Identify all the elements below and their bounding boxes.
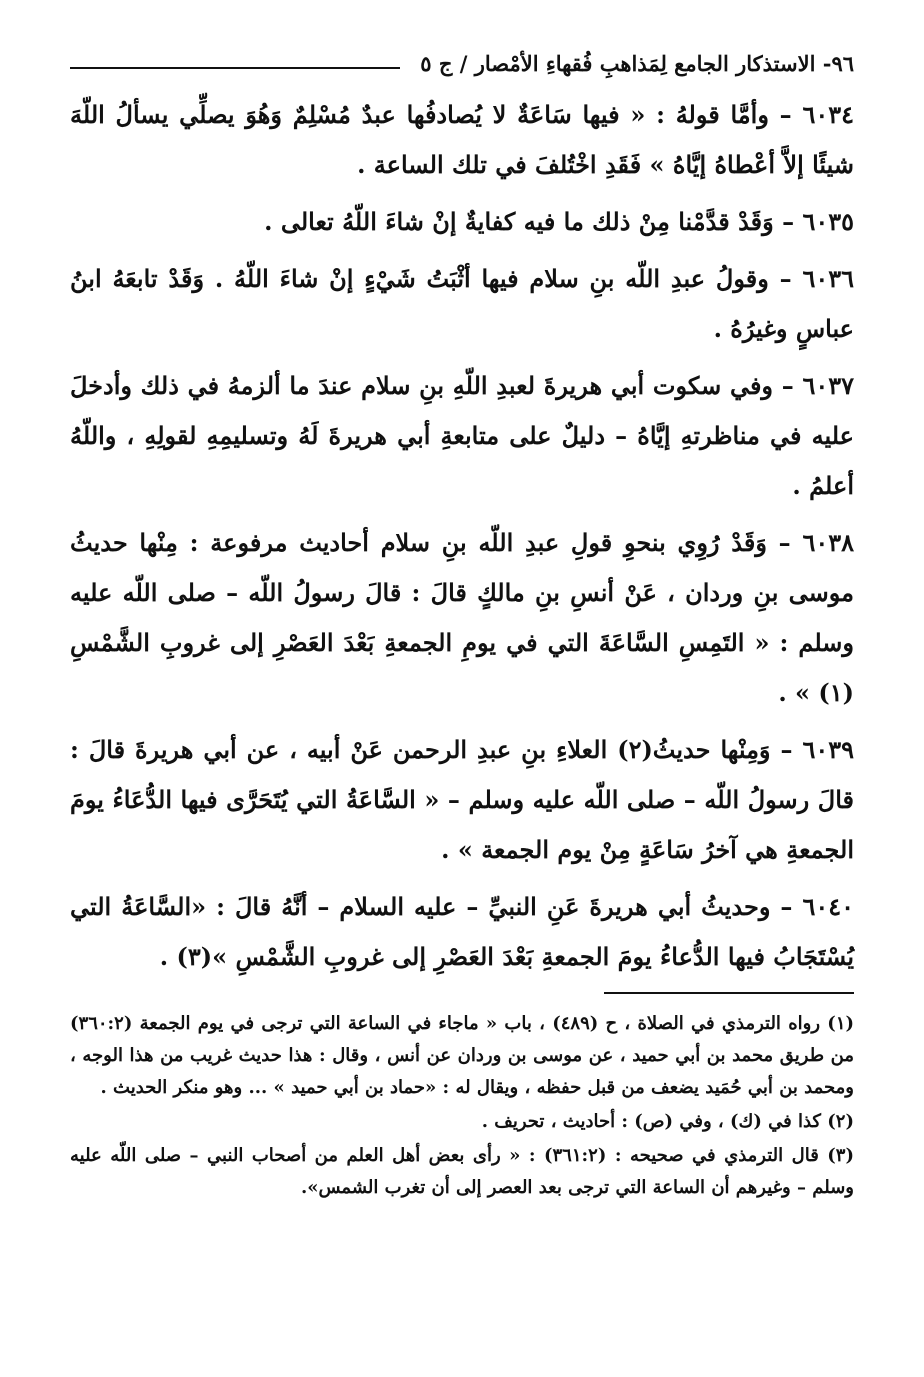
running-header [70,40,854,86]
paragraph-6034: ٦٠٣٤ – وأمَّا قولهُ : « فيها سَاعَةٌ لا يُصادفُها عبدٌ مُسْلِمٌ وَهُوَ يصلِّي يسألُ اللّهَ شيئًا إلاَّ أعْطاهُ إيَّاهُ » فَقَدِ اخْتُلفَ في تلك الساعة . [70,100,854,179]
footnote-3: (٣) قال الترمذي في صحيحه : (٣٦١:٢) : « رأى بعض أهل العلم من أصحاب النبي – صلى اللّه عليه وسلم – وغيرهم أن الساعة التي ترجى بعد العصر إلى أن تغرب الشمس». [70,1145,854,1198]
page [70,40,854,1360]
paragraph-6039: ٦٠٣٩ – وَمِنْها حديثُ(٢) العلاءِ بنِ عبدِ الرحمن عَنْ أبيه ، عن أبي هريرةَ قالَ : قالَ رسولُ اللّه – صلى اللّه عليه وسلم – « السَّاعَةُ التي يُتَحَرَّى فيها الدُّعَاءُ يومَ الجمعةِ هي آخرُ سَاعَةٍ مِنْ يوم الجمعة » . [70,735,854,864]
footnote-separator [604,992,854,994]
paragraph-6037: ٦٠٣٧ – وفي سكوت أبي هريرةَ لعبدِ اللّهِ بنِ سلام عندَ ما ألزمهُ في ذلك وأدخلَ عليه في مناظرتهِ إيَّاهُ – دليلٌ على متابعةِ أبي هريرةَ لَهُ وتسليمِهِ لقولِهِ ، واللّهُ أعلمُ . [70,371,854,500]
paragraph-6040: ٦٠٤٠ – وحديثُ أبي هريرةَ عَنِ النبيِّ – عليه السلام – أنَّهُ قالَ : «السَّاعَةُ التي يُسْتَجَابُ فيها الدُّعاءُ يومَ الجمعةِ بَعْدَ العَصْرِ إلى غروبِ الشَّمْسِ »(٣) . [70,892,854,971]
footnote-1: (١) رواه الترمذي في الصلاة ، ح (٤٨٩) ، باب « ماجاء في الساعة التي ترجى في يوم الجمعة (٣٦٠:٢) من طريق محمد بن أبي حميد ، عن موسى بن وردان عن أنس ، وقال : هذا حديث غريب من هذا الوجه ، ومحمد بن أبي حُمَيد يضعف من قبل حفظه ، ويقال له : «حماد بن أبي حميد » ... وهو منكر الحديث . [70,1013,855,1098]
footnote-2: (٢) كذا في (ك) ، وفي (ص) : أحاديث ، تحريف . [481,1111,854,1132]
paragraph-6035: ٦٠٣٥ – وَقَدْ قدَّمْنا مِنْ ذلك ما فيه كفايةٌ إنْ شاءَ اللّهُ تعالى . [264,207,854,236]
paragraph-6036: ٦٠٣٦ – وقولُ عبدِ اللّه بنِ سلام فيها أثْبَتُ شَيْءٍ إنْ شاءَ اللّهُ . وَقَدْ تابعَهُ ابنُ عباسٍ وغيرُهُ . [70,264,854,343]
footnotes [70,1008,854,1204]
paragraph-6038: ٦٠٣٨ – وَقَدْ رُوِي بنحوِ قولِ عبدِ اللّه بنِ سلام أحاديث مرفوعة : مِنْها حديثُ موسى بنِ وردان ، عَنْ أنسِ بنِ مالكٍ قالَ : قالَ رسولُ اللّه – صلى اللّه عليه وسلم : « التَمِسِ السَّاعَةَ التي في يومِ الجمعةِ بَعْدَ العَصْرِ إلى غروبِ الشَّمْسِ (١) » . [70,528,854,707]
main-text [70,90,854,982]
header-rule [70,67,400,69]
header-title: ٩٦- الاستذكار الجامع لِمَذاهبِ فُقهاءِ الأمْصار / ج ٥ [420,50,854,76]
